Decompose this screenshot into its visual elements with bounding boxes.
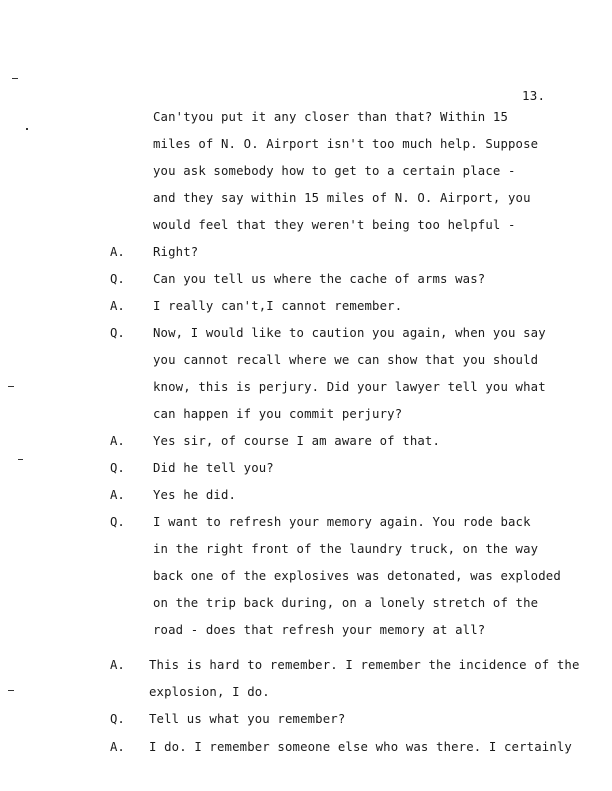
transcript-line: back one of the explosives was detonated, was exploded <box>153 569 561 583</box>
transcript-line: in the right front of the laundry truck, on the way <box>153 542 539 556</box>
transcript-line: and they say within 15 miles of N. O. Airport, you <box>153 191 531 205</box>
transcript-line: know, this is perjury. Did your lawyer tell you what <box>153 380 546 394</box>
transcript-line: Tell us what you remember? <box>149 712 346 726</box>
margin-mark <box>26 128 28 130</box>
margin-mark <box>12 78 18 79</box>
speaker-label: Q. <box>110 712 125 726</box>
margin-mark <box>8 690 14 691</box>
margin-mark <box>8 386 14 387</box>
transcript-line: Right? <box>153 245 199 259</box>
transcript-line: can happen if you commit perjury? <box>153 407 403 421</box>
transcript-line: Can'tyou put it any closer than that? Within 15 <box>153 110 509 124</box>
speaker-label: Q. <box>110 272 125 286</box>
transcript-line: Yes he did. <box>153 488 237 502</box>
transcript-line: road - does that refresh your memory at all? <box>153 623 486 637</box>
transcript-line: Yes sir, of course I am aware of that. <box>153 434 441 448</box>
transcript-line: would feel that they weren't being too helpful - <box>153 218 516 232</box>
speaker-label: A. <box>110 434 125 448</box>
transcript-line: I really can't,I cannot remember. <box>153 299 403 313</box>
speaker-label: A. <box>110 488 125 502</box>
transcript-line: on the trip back during, on a lonely stretch of the <box>153 596 539 610</box>
transcript-line: I do. I remember someone else who was there. I certainly <box>149 740 572 754</box>
transcript-line: miles of N. O. Airport isn't too much help. Suppose <box>153 137 539 151</box>
transcript-line: Now, I would like to caution you again, when you say <box>153 326 546 340</box>
speaker-label: A. <box>110 299 125 313</box>
speaker-label: Q. <box>110 326 125 340</box>
speaker-label: Q. <box>110 515 125 529</box>
margin-mark <box>18 459 23 460</box>
page-number: 13. <box>522 88 546 103</box>
transcript-line: explosion, I do. <box>149 685 270 699</box>
speaker-label: A. <box>110 658 125 672</box>
transcript-line: I want to refresh your memory again. You rode back <box>153 515 531 529</box>
transcript-line: you ask somebody how to get to a certain place - <box>153 164 516 178</box>
transcript-line: you cannot recall where we can show that you should <box>153 353 539 367</box>
transcript-line: Can you tell us where the cache of arms was? <box>153 272 486 286</box>
transcript-line: Did he tell you? <box>153 461 274 475</box>
transcript-line: This is hard to remember. I remember the incidence of the <box>149 658 580 672</box>
speaker-label: Q. <box>110 461 125 475</box>
speaker-label: A. <box>110 245 125 259</box>
speaker-label: A. <box>110 740 125 754</box>
